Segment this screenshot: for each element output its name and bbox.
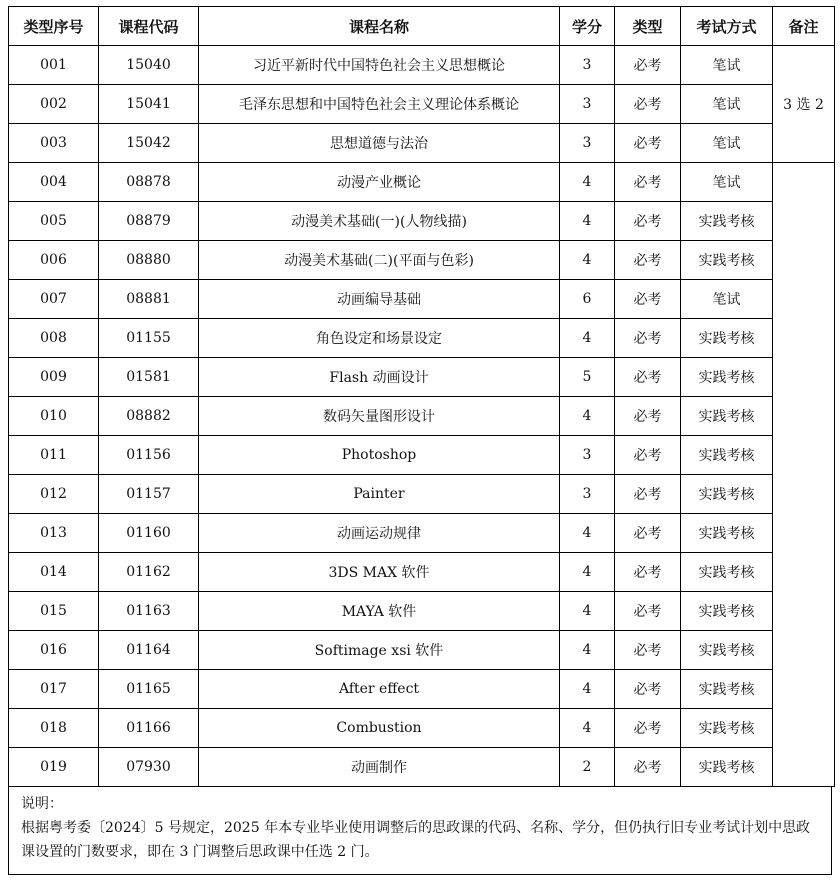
cell-exam-method: 实践考核 (681, 358, 773, 397)
table-row (9, 46, 835, 85)
cell-credits: 4 (560, 241, 615, 280)
cell-course-code: 08878 (99, 163, 199, 202)
cell-type-no: 008 (9, 319, 99, 358)
cell-type-no: 004 (9, 163, 99, 202)
header-course-code: 课程代码 (99, 7, 199, 46)
table-row (9, 592, 835, 631)
cell-type-no: 009 (9, 358, 99, 397)
cell-type: 必考 (615, 592, 681, 631)
cell-course-code: 15040 (99, 46, 199, 85)
cell-course-code: 08880 (99, 241, 199, 280)
cell-credits: 3 (560, 85, 615, 124)
cell-course-name: 动画编导基础 (199, 280, 560, 319)
cell-course-name: MAYA 软件 (199, 592, 560, 631)
cell-type: 必考 (615, 280, 681, 319)
cell-course-code: 01155 (99, 319, 199, 358)
table-row (9, 163, 835, 202)
cell-course-name: 数码矢量图形设计 (199, 397, 560, 436)
notes-title: 说明： (21, 796, 63, 812)
cell-course-code: 07930 (99, 748, 199, 787)
cell-course-code: 08879 (99, 202, 199, 241)
cell-credits: 4 (560, 514, 615, 553)
cell-type-no: 016 (9, 631, 99, 670)
cell-exam-method: 实践考核 (681, 397, 773, 436)
cell-type: 必考 (615, 163, 681, 202)
cell-type: 必考 (615, 748, 681, 787)
table-row (9, 397, 835, 436)
cell-credits: 4 (560, 670, 615, 709)
cell-course-code: 01581 (99, 358, 199, 397)
cell-exam-method: 实践考核 (681, 631, 773, 670)
cell-exam-method: 实践考核 (681, 241, 773, 280)
cell-type-no: 013 (9, 514, 99, 553)
cell-remark-empty (773, 163, 835, 787)
cell-course-name: 动漫美术基础(二)(平面与色彩) (199, 241, 560, 280)
cell-course-name: Softimage xsi 软件 (199, 631, 560, 670)
cell-course-name: 动画制作 (199, 748, 560, 787)
cell-course-name: 3DS MAX 软件 (199, 553, 560, 592)
cell-type-no: 011 (9, 436, 99, 475)
cell-course-code: 01156 (99, 436, 199, 475)
cell-type-no: 018 (9, 709, 99, 748)
cell-type: 必考 (615, 553, 681, 592)
cell-type: 必考 (615, 319, 681, 358)
cell-course-name: 动漫美术基础(一)(人物线描) (199, 202, 560, 241)
cell-type: 必考 (615, 709, 681, 748)
table-row (9, 124, 835, 163)
cell-exam-method: 实践考核 (681, 592, 773, 631)
header-exam-method: 考试方式 (681, 7, 773, 46)
cell-type-no: 017 (9, 670, 99, 709)
table-row (9, 553, 835, 592)
cell-course-code: 01166 (99, 709, 199, 748)
cell-type: 必考 (615, 241, 681, 280)
table-row (9, 202, 835, 241)
cell-course-name: 角色设定和场景设定 (199, 319, 560, 358)
cell-exam-method: 实践考核 (681, 202, 773, 241)
cell-exam-method: 笔试 (681, 163, 773, 202)
cell-type-no: 012 (9, 475, 99, 514)
cell-credits: 4 (560, 163, 615, 202)
cell-course-code: 01160 (99, 514, 199, 553)
cell-credits: 2 (560, 748, 615, 787)
cell-exam-method: 实践考核 (681, 319, 773, 358)
table-row (9, 748, 835, 787)
cell-course-name: After effect (199, 670, 560, 709)
cell-type: 必考 (615, 124, 681, 163)
cell-course-name: Photoshop (199, 436, 560, 475)
notes-section (8, 787, 832, 875)
cell-course-code: 08881 (99, 280, 199, 319)
cell-credits: 6 (560, 280, 615, 319)
course-table (8, 6, 835, 787)
cell-exam-method: 笔试 (681, 280, 773, 319)
table-row (9, 670, 835, 709)
table-row (9, 631, 835, 670)
table-header-row (9, 7, 835, 46)
cell-type: 必考 (615, 397, 681, 436)
header-course-name: 课程名称 (199, 7, 560, 46)
cell-credits: 5 (560, 358, 615, 397)
cell-exam-method: 笔试 (681, 85, 773, 124)
cell-course-name: 毛泽东思想和中国特色社会主义理论体系概论 (199, 85, 560, 124)
cell-course-code: 01162 (99, 553, 199, 592)
table-row (9, 436, 835, 475)
cell-exam-method: 实践考核 (681, 709, 773, 748)
cell-type-no: 005 (9, 202, 99, 241)
cell-exam-method: 实践考核 (681, 514, 773, 553)
cell-exam-method: 实践考核 (681, 475, 773, 514)
cell-type: 必考 (615, 85, 681, 124)
cell-type-no: 007 (9, 280, 99, 319)
cell-exam-method: 实践考核 (681, 436, 773, 475)
cell-type: 必考 (615, 475, 681, 514)
header-remark: 备注 (773, 7, 835, 46)
cell-credits: 3 (560, 124, 615, 163)
cell-course-name: Painter (199, 475, 560, 514)
cell-exam-method: 笔试 (681, 46, 773, 85)
cell-credits: 3 (560, 46, 615, 85)
cell-type-no: 010 (9, 397, 99, 436)
cell-type-no: 015 (9, 592, 99, 631)
cell-course-code: 15042 (99, 124, 199, 163)
cell-type-no: 006 (9, 241, 99, 280)
cell-credits: 4 (560, 397, 615, 436)
header-credits: 学分 (560, 7, 615, 46)
cell-course-name: 思想道德与法治 (199, 124, 560, 163)
cell-type: 必考 (615, 202, 681, 241)
cell-credits: 4 (560, 592, 615, 631)
cell-course-name: Flash 动画设计 (199, 358, 560, 397)
cell-course-name: 习近平新时代中国特色社会主义思想概论 (199, 46, 560, 85)
table-row (9, 358, 835, 397)
cell-course-code: 15041 (99, 85, 199, 124)
cell-type: 必考 (615, 46, 681, 85)
cell-course-code: 08882 (99, 397, 199, 436)
table-row (9, 241, 835, 280)
table-row (9, 85, 835, 124)
cell-remark: 3 选 2 (773, 46, 835, 163)
cell-type-no: 003 (9, 124, 99, 163)
cell-course-code: 01164 (99, 631, 199, 670)
cell-course-code: 01157 (99, 475, 199, 514)
cell-type: 必考 (615, 514, 681, 553)
cell-type: 必考 (615, 436, 681, 475)
notes-body: 根据粤考委〔2024〕5 号规定，2025 年本专业毕业使用调整后的思政课的代码、名称、学分，但仍执行旧专业考试计划中思政课设置的门数要求，即在 3 门调整后思政课中任选 2 门。 (21, 820, 811, 860)
table-row (9, 514, 835, 553)
cell-type-no: 014 (9, 553, 99, 592)
cell-exam-method: 笔试 (681, 124, 773, 163)
cell-credits: 3 (560, 475, 615, 514)
header-type: 类型 (615, 7, 681, 46)
cell-type-no: 002 (9, 85, 99, 124)
cell-exam-method: 实践考核 (681, 670, 773, 709)
table-row (9, 319, 835, 358)
cell-course-code: 01165 (99, 670, 199, 709)
cell-credits: 3 (560, 436, 615, 475)
cell-type-no: 019 (9, 748, 99, 787)
table-row (9, 709, 835, 748)
cell-credits: 4 (560, 319, 615, 358)
cell-course-name: Combustion (199, 709, 560, 748)
cell-exam-method: 实践考核 (681, 748, 773, 787)
table-row (9, 475, 835, 514)
cell-type: 必考 (615, 631, 681, 670)
cell-credits: 4 (560, 709, 615, 748)
cell-type: 必考 (615, 670, 681, 709)
cell-type-no: 001 (9, 46, 99, 85)
header-type-no: 类型序号 (9, 7, 99, 46)
cell-course-name: 动漫产业概论 (199, 163, 560, 202)
cell-credits: 4 (560, 202, 615, 241)
table-row (9, 280, 835, 319)
cell-exam-method: 实践考核 (681, 553, 773, 592)
cell-credits: 4 (560, 631, 615, 670)
cell-credits: 4 (560, 553, 615, 592)
cell-course-code: 01163 (99, 592, 199, 631)
cell-course-name: 动画运动规律 (199, 514, 560, 553)
cell-type: 必考 (615, 358, 681, 397)
